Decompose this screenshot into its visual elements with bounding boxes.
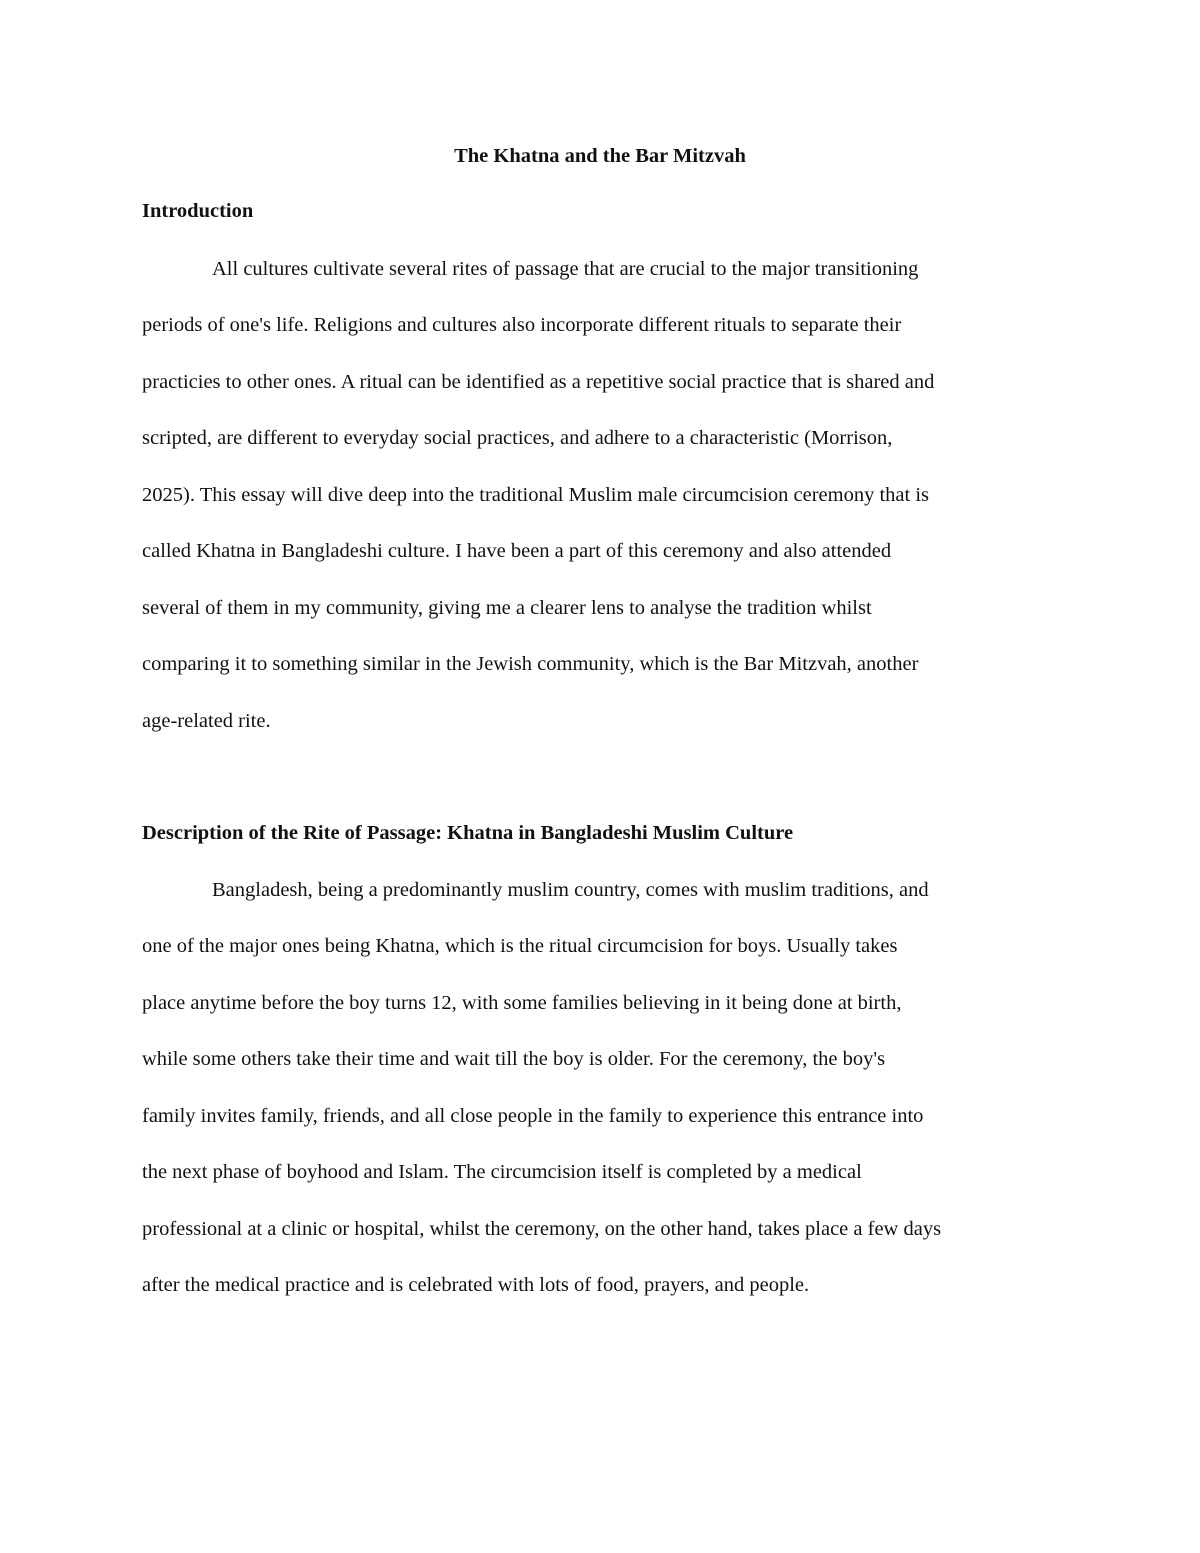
paragraph-line: called Khatna in Bangladeshi culture. I have been a part of this ceremony and also attended <box>142 540 892 562</box>
paragraph-line: place anytime before the boy turns 12, with some families believing in it being done at birth, <box>142 992 902 1014</box>
paragraph-line: several of them in my community, giving me a clearer lens to analyse the tradition whilst <box>142 597 872 619</box>
paragraph-line: periods of one's life. Religions and cultures also incorporate different rituals to separate their <box>142 314 902 336</box>
paragraph-line: Bangladesh, being a predominantly muslim country, comes with muslim traditions, and <box>212 879 929 901</box>
paragraph-line: professional at a clinic or hospital, whilst the ceremony, on the other hand, takes place a few days <box>142 1218 942 1240</box>
paragraph-line: practicies to other ones. A ritual can be identified as a repetitive social practice that is shared and <box>142 371 935 393</box>
section-heading-description: Description of the Rite of Passage: Khatna in Bangladeshi Muslim Culture <box>142 822 794 844</box>
section-heading-introduction: Introduction <box>142 200 254 222</box>
paragraph-line: age-related rite. <box>142 710 271 732</box>
paragraph-line: 2025). This essay will dive deep into the traditional Muslim male circumcision ceremony that is <box>142 484 929 506</box>
paragraph-line: comparing it to something similar in the Jewish community, which is the Bar Mitzvah, another <box>142 653 919 675</box>
paragraph-line: after the medical practice and is celebrated with lots of food, prayers, and people. <box>142 1274 810 1296</box>
paragraph-line: All cultures cultivate several rites of passage that are crucial to the major transitioning <box>212 258 919 280</box>
paragraph-line: while some others take their time and wait till the boy is older. For the ceremony, the boy's <box>142 1048 886 1070</box>
paragraph-line: one of the major ones being Khatna, which is the ritual circumcision for boys. Usually takes <box>142 935 898 957</box>
document-title: The Khatna and the Bar Mitzvah <box>454 145 746 167</box>
paragraph-line: the next phase of boyhood and Islam. The circumcision itself is completed by a medical <box>142 1161 862 1183</box>
paragraph-line: scripted, are different to everyday social practices, and adhere to a characteristic (Morrison, <box>142 427 893 449</box>
paragraph-line: family invites family, friends, and all close people in the family to experience this entrance into <box>142 1105 924 1127</box>
